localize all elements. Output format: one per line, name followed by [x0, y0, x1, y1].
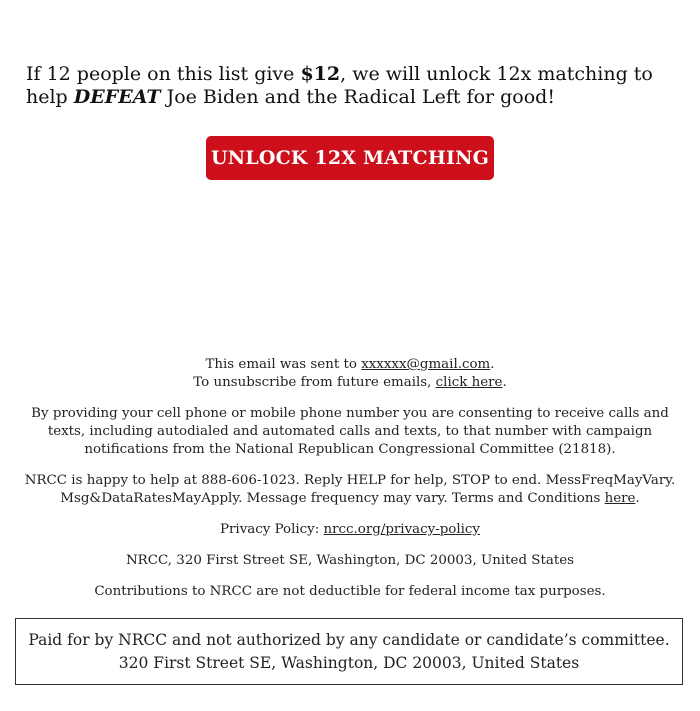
defeat-emphasis: DEFEAT — [73, 86, 161, 108]
terms-link[interactable]: here — [604, 491, 636, 506]
intro-message — [26, 63, 676, 109]
privacy-policy-link[interactable]: nrcc.org/privacy-policy — [323, 522, 480, 537]
mailing-address: NRCC, 320 First Street SE, Washington, DC 20003, United States — [125, 553, 575, 568]
paid-for-disclaimer-box — [15, 618, 683, 685]
donation-amount: $12 — [300, 63, 341, 85]
tax-disclaimer: Contributions to NRCC are not deductible for federal income tax purposes. — [94, 584, 606, 599]
consent-text: By providing your cell phone or mobile phone number you are consenting to receive calls and texts, including autodialed and automated calls and texts, to that number with campaign notifications from the National Republican Congressional Committee (21818). — [31, 406, 669, 457]
paid-for-text: Paid for by NRCC and not authorized by any candidate or candidate’s committee. 320 First Street SE, Washington, DC 20003, United States — [28, 630, 670, 672]
unsubscribe-prefix: To unsubscribe from future emails, — [193, 375, 436, 390]
intro-text-2: , we will unlock 12x matching to help — [26, 63, 653, 108]
sent-suffix: . — [490, 357, 495, 372]
intro-text-1: If 12 people on this list give — [26, 63, 301, 85]
help-text: NRCC is happy to help at 888-606-1023. Reply HELP for help, STOP to end. MessFreqMayVary. Msg&DataRatesMayApply. Message frequency may vary. Terms and Conditions — [24, 473, 676, 506]
unsubscribe-link[interactable]: click here — [435, 375, 503, 390]
recipient-email-link[interactable]: xxxxxx@gmail.com — [361, 357, 491, 372]
footer-sent-info — [20, 356, 680, 392]
intro-text-3: Joe Biden and the Radical Left for good! — [160, 86, 555, 108]
terms-suffix: . — [635, 491, 640, 506]
help-text-block — [20, 472, 680, 508]
unlock-matching-button[interactable]: UNLOCK 12X MATCHING — [206, 136, 494, 180]
privacy-prefix: Privacy Policy: — [220, 522, 324, 537]
sent-prefix: This email was sent to — [205, 357, 362, 372]
privacy-policy — [20, 521, 680, 539]
email-footer — [20, 356, 680, 614]
unsubscribe-suffix: . — [502, 375, 507, 390]
